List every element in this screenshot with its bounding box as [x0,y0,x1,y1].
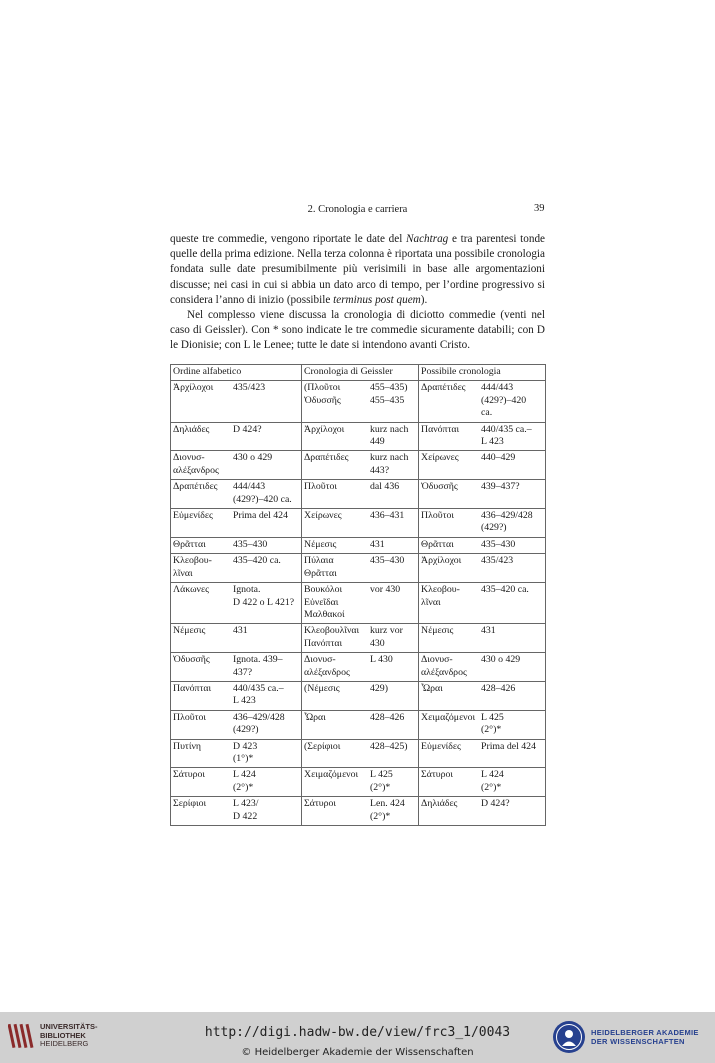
paragraph-1: queste tre commedie, vengono riportate le date del Nachtrag e tra parentesi tonde quelle della prima edizione. Nella terza colonna è riportata una possibile cronologia fondata sulle date presumibilmente più verisimili in base alle argomentazioni discusse; nei casi in cui si abbia un dato arco di tempo, per l’ordine progressivo si considera l’anno di inizio (possibile terminus post quem). [170,233,545,306]
footer-bar [0,1012,715,1063]
comedy-title: Κλεοβου- λῖναι [173,555,212,579]
table-row [171,681,546,710]
academy-logo[interactable] [552,1020,699,1054]
comedy-date: 439–437? [481,481,520,493]
comedy-date: Prima del 424 [233,510,288,522]
table-row [171,554,546,583]
cell-possible [419,624,546,653]
comedy-title: Χειμαζόμενοι [421,711,476,723]
comedy-date: 436–431 [370,510,405,522]
cell-alphabetical [171,797,302,826]
comedy-date: 428–425) [370,740,408,752]
cell-geissler [302,768,419,797]
cell-geissler [302,739,419,768]
comedy-title: Διονυσ- αλέξανδρος [304,654,350,678]
comedy-title: Σερίφιοι [173,798,207,810]
comedy-date: 436–429/428 (429?) [233,711,285,736]
cell-geissler [302,653,419,682]
cell-geissler [302,554,419,583]
comedy-date: L 425 (2°)* [481,711,504,736]
comedy-date: 440/435 ca.– L 423 [233,682,284,707]
cell-possible [419,509,546,538]
cell-geissler [302,681,419,710]
comedy-title: Θρᾶτται [421,538,454,550]
comedy-date: 436–429/428 (429?) [481,510,533,534]
comedy-date: vor 430 [370,584,401,596]
comedy-title: Ὧραι [304,711,326,723]
comedy-date: kurz vor 430 [370,625,403,649]
comedy-title: Κλεοβου- λῖναι [421,584,460,608]
cell-geissler [302,624,419,653]
comedy-date: 431 [233,625,248,637]
comedy-title: Δραπέτιδες [173,481,218,493]
comedy-date: D 424? [481,798,510,810]
cell-alphabetical [171,624,302,653]
cell-possible [419,537,546,553]
comedy-date: 430 o 429 [233,452,273,464]
cell-alphabetical [171,422,302,451]
comedy-date: 431 [370,538,385,550]
table-row [171,509,546,538]
comedy-title: Ἀρχίλοχοι [173,382,214,394]
comedy-title: Ἀρχίλοχοι [421,555,462,567]
comedy-date: 435/423 [233,382,266,394]
cell-alphabetical [171,554,302,583]
running-head: 2. Cronologia e carriera [307,204,408,215]
cell-geissler [302,797,419,826]
comedy-date: 444/443 (429?)–420 ca. [481,382,527,419]
comedy-date: Ignota. 439– 437? [233,654,283,678]
table-row [171,739,546,768]
comedy-date: L 425 (2°)* [370,769,393,793]
header-geissler: Cronologia di Geissler [302,365,419,381]
table-row [171,422,546,451]
comedy-title: Δηλιάδες [421,798,458,810]
header-possible: Possibile cronologia [419,365,546,381]
comedy-date: D 424? [233,423,262,435]
comedy-date: 435–420 ca. [481,584,529,596]
comedy-date: 430 o 429 [481,654,521,666]
table-row [171,797,546,826]
table-row [171,710,546,739]
comedy-date: 431 [481,625,496,637]
comedy-title: Διονυσ- αλέξανδρος [173,452,219,476]
cell-geissler [302,710,419,739]
comedy-date: kurz nach 443? [370,452,409,476]
comedy-title: Πυτίνη [173,740,202,752]
cell-possible [419,422,546,451]
page-number: 39 [534,203,545,214]
comedy-date: 429) [370,682,388,694]
university-library-name: UNIVERSITÄTS- BIBLIOTHEK HEIDELBERG [40,1022,98,1049]
academy-name: HEIDELBERGER AKADEMIE DER WISSENSCHAFTEN [591,1028,699,1046]
comedy-date: Ignota. D 422 o L 421? [233,584,295,608]
comedy-title: Θρᾶτται [173,538,206,550]
comedy-title: Νέμεσις [421,625,454,637]
comedy-title: Εὐμενίδες [421,740,461,752]
cell-alphabetical [171,480,302,509]
comedy-title: Πλοῦτοι [173,711,207,723]
table-row [171,480,546,509]
comedy-title: (Σερίφιοι [304,740,341,752]
cell-geissler [302,381,419,422]
comedy-date: L 423/ D 422 [233,798,259,822]
comedy-date: Prima del 424 [481,740,536,752]
comedy-title: (Πλοῦτοι Ὀδυσσῆς [304,382,341,406]
comedy-date: 455–435) 455–435 [370,382,408,406]
cell-possible [419,554,546,583]
comedy-title: Δηλιάδες [173,423,210,435]
comedy-title: Χειμαζόμενοι [304,769,359,781]
cell-geissler [302,451,419,480]
comedy-title: Κλεοβουλῖναι Πανόπται [304,625,360,649]
comedy-date: 444/443 (429?)–420 ca. [233,481,292,505]
comedy-date: L 424 (2°)* [481,769,504,793]
comedy-title: Πανόπται [173,682,212,694]
comedy-date: 428–426 [370,711,405,723]
comedy-date: D 423 (1°)* [233,740,258,764]
comedy-title: Σάτυροι [304,798,337,810]
cell-possible [419,681,546,710]
comedy-title: Δραπέτιδες [421,382,466,394]
comedy-title: Εὐμενίδες [173,510,213,522]
comedy-title: Σάτυροι [173,769,206,781]
comedy-title: Πλοῦτοι [304,481,338,493]
comedy-title: Χείρωνες [304,510,342,522]
table-row [171,624,546,653]
comedy-title: Σάτυροι [421,769,454,781]
comedy-date: 435–430 [233,538,268,550]
comedy-date: L 424 (2°)* [233,769,256,793]
table-row [171,768,546,797]
comedy-title: Λάκωνες [173,584,209,596]
document-url-link[interactable]: http://digi.hadw-bw.de/view/frc3_1/0043 [204,1025,511,1040]
cell-alphabetical [171,537,302,553]
comedy-title: Δραπέτιδες [304,452,349,464]
cell-geissler [302,422,419,451]
table-row [171,381,546,422]
header-alphabetical: Ordine alfabetico [171,365,302,381]
copyright-notice: © Heidelberger Akademie der Wissenschaften [241,1047,474,1058]
comedy-title: Πύλαια Θρᾶτται [304,555,337,579]
cell-possible [419,768,546,797]
comedy-date: 435–430 [370,555,405,567]
comedy-title: Διονυσ- αλέξανδρος [421,654,467,678]
table-header-row [171,365,546,381]
comedy-title: (Νέμεσις [304,682,340,694]
comedy-date: Len. 424 (2°)* [370,798,405,822]
body-text [170,232,545,354]
cell-possible [419,583,546,624]
table-row [171,537,546,553]
table-row [171,451,546,480]
cell-alphabetical [171,653,302,682]
cell-alphabetical [171,451,302,480]
comedy-date: dal 436 [370,481,400,493]
comedy-title: Ὧραι [421,682,443,694]
comedy-date: 428–426 [481,682,516,694]
comedy-title: Ὀδυσσῆς [421,481,458,493]
cell-geissler [302,480,419,509]
paragraph-2: Nel complesso viene discussa la cronologia di diciotto commedie (venti nel caso di Geissler). Con * sono indicate le tre commedie sicuramente databili; con D le Dionisie; con L le Lenee; tutte le date si intendono avanti Cristo. [170,309,545,352]
comedy-title: Νέμεσις [304,538,337,550]
comedy-title: Νέμεσις [173,625,206,637]
comedy-date: 440–429 [481,452,516,464]
cell-possible [419,710,546,739]
comedy-date: L 430 [370,654,393,666]
cell-alphabetical [171,739,302,768]
chronology-table [170,364,546,826]
cell-alphabetical [171,768,302,797]
comedy-title: Ὀδυσσῆς [173,654,210,666]
cell-possible [419,381,546,422]
table-row [171,583,546,624]
comedy-date: 435–430 [481,538,516,550]
cell-alphabetical [171,509,302,538]
cell-possible [419,739,546,768]
comedy-title: Πλοῦτοι [421,510,455,522]
comedy-title: Χείρωνες [421,452,459,464]
comedy-date: 440/435 ca.– L 423 [481,423,532,448]
comedy-title: Πανόπται [421,423,460,435]
cell-geissler [302,537,419,553]
comedy-date: 435–420 ca. [233,555,281,567]
cell-geissler [302,583,419,624]
comedy-title: Ἀρχίλοχοι [304,423,345,435]
comedy-date: kurz nach 449 [370,423,409,448]
cell-alphabetical [171,710,302,739]
academy-seal-icon [552,1020,586,1054]
cell-possible [419,480,546,509]
comedy-title: Βουκόλοι Εὐνεῖδαι Μαλθακοί [304,584,345,620]
cell-alphabetical [171,381,302,422]
cell-geissler [302,509,419,538]
cell-possible [419,451,546,480]
cell-alphabetical [171,583,302,624]
comedy-date: 435/423 [481,555,514,567]
table-row [171,653,546,682]
cell-possible [419,653,546,682]
cell-alphabetical [171,681,302,710]
cell-possible [419,797,546,826]
